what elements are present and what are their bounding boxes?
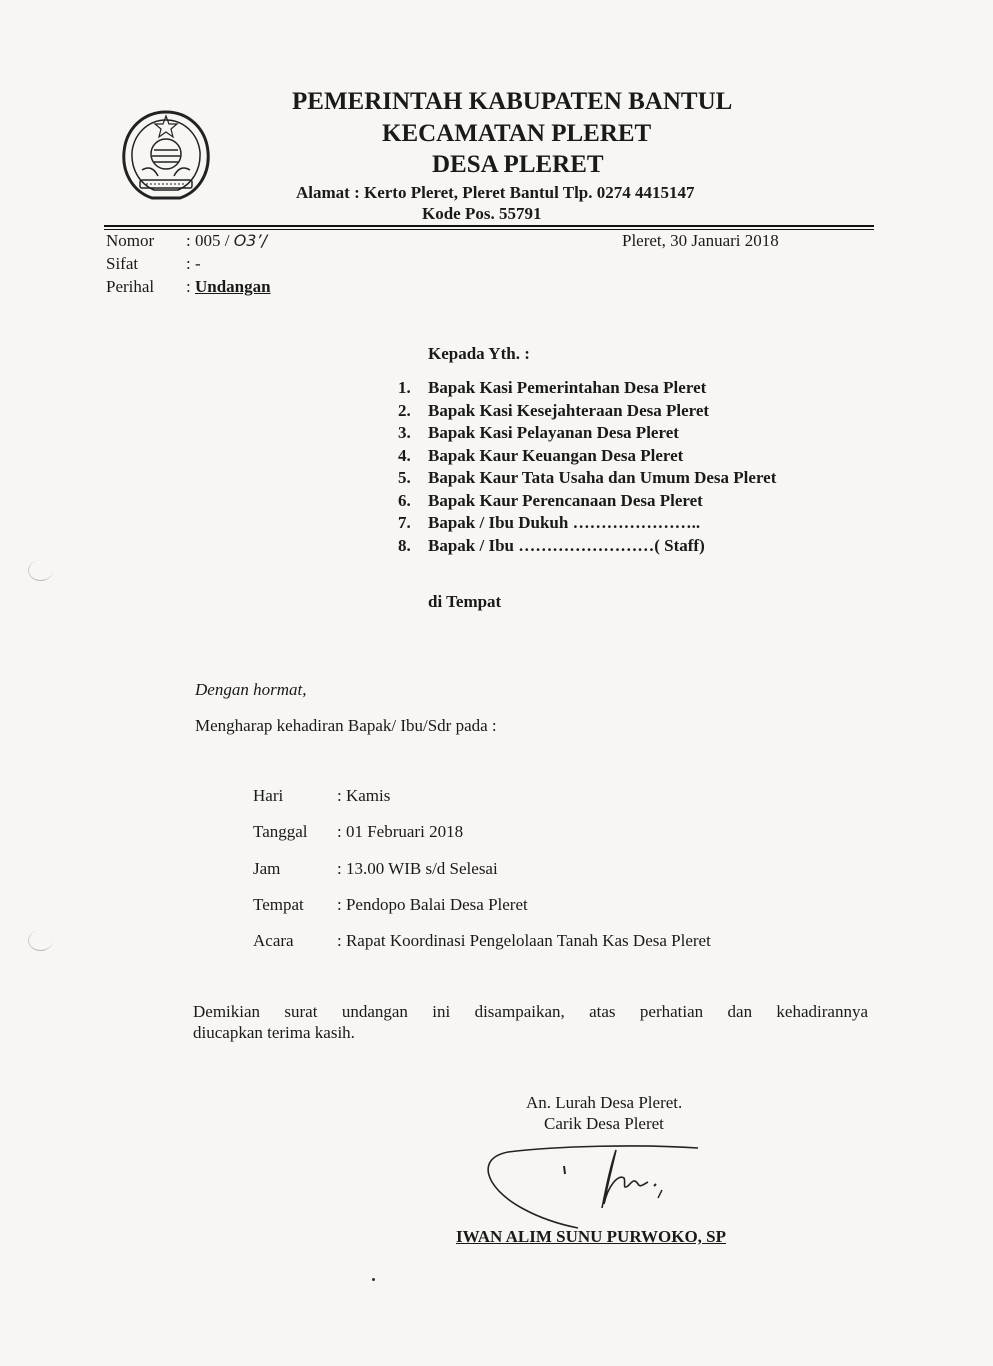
closing-line-1: Demikian surat undangan ini disampaikan, atas perhatian dan kehadirannya bbox=[193, 1002, 868, 1021]
letterhead-postal-code: Kode Pos. 55791 bbox=[422, 204, 542, 223]
nomor-label: Nomor bbox=[106, 231, 155, 250]
letterhead-district: KECAMATAN PLERET bbox=[382, 120, 652, 147]
signature-on-behalf: An. Lurah Desa Pleret. bbox=[526, 1093, 683, 1112]
signer-name: IWAN ALIM SUNU PURWOKO, SP bbox=[456, 1227, 727, 1246]
scan-speck bbox=[372, 1278, 375, 1281]
list-item: 3. Bapak Kasi Pelayanan Desa Pleret bbox=[398, 423, 679, 442]
regency-emblem-icon bbox=[118, 108, 214, 204]
punch-hole-mark bbox=[28, 930, 53, 951]
letterhead-divider-thick bbox=[104, 225, 874, 227]
handwritten-signature-icon bbox=[478, 1138, 708, 1234]
letterhead-address: Alamat : Kerto Pleret, Pleret Bantul Tlp. 0274 4415147 bbox=[296, 183, 695, 202]
nomor-value bbox=[186, 231, 267, 251]
list-item: 6. Bapak Kaur Perencanaan Desa Pleret bbox=[398, 490, 703, 510]
sifat-value: : - bbox=[186, 254, 201, 273]
detail-row: Jam : 13.00 WIB s/d Selesai bbox=[253, 858, 498, 878]
greeting: Dengan hormat, bbox=[195, 680, 307, 699]
list-item: 5. Bapak Kaur Tata Usaha dan Umum Desa Pleret bbox=[398, 468, 777, 487]
perihal-value bbox=[186, 277, 271, 297]
detail-row: Tempat : Pendopo Balai Desa Pleret bbox=[253, 894, 528, 914]
letter-date: Pleret, 30 Januari 2018 bbox=[622, 231, 779, 250]
detail-row: Tanggal : 01 Februari 2018 bbox=[253, 822, 464, 842]
closing-paragraph bbox=[193, 1001, 868, 1043]
signature-position: Carik Desa Pleret bbox=[544, 1114, 664, 1133]
list-item: 4. Bapak Kaur Keuangan Desa Pleret bbox=[398, 445, 684, 465]
list-item: 7. Bapak / Ibu Dukuh ………………….. bbox=[398, 513, 701, 532]
list-item: 8. Bapak / Ibu ……………………( Staff) bbox=[398, 535, 705, 555]
letterhead-village: DESA PLERET bbox=[432, 151, 604, 178]
letterhead-divider-thin bbox=[104, 229, 874, 230]
nomor-typed: : 005 / bbox=[186, 231, 230, 250]
list-item: 1. Bapak Kasi Pemerintahan Desa Pleret bbox=[398, 378, 707, 397]
sifat-label: Sifat bbox=[106, 254, 139, 273]
punch-hole-mark bbox=[28, 560, 53, 581]
closing-line-2: diucapkan terima kasih. bbox=[193, 1023, 355, 1042]
perihal-colon: : bbox=[186, 277, 195, 296]
detail-row: Hari : Kamis bbox=[253, 786, 391, 805]
perihal-subject: Undangan bbox=[194, 277, 271, 296]
recipients-heading: Kepada Yth. : bbox=[428, 344, 530, 363]
recipients-list bbox=[398, 377, 776, 557]
recipients-place: di Tempat bbox=[428, 592, 502, 611]
perihal-label: Perihal bbox=[106, 277, 155, 296]
intro-text: Mengharap kehadiran Bapak/ Ibu/Sdr pada : bbox=[195, 716, 497, 735]
event-details bbox=[253, 784, 711, 965]
detail-row: Acara : Rapat Koordinasi Pengelolaan Tanah Kas Desa Pleret bbox=[253, 931, 711, 951]
nomor-handwritten: O3’/ bbox=[233, 231, 267, 250]
list-item: 2. Bapak Kasi Kesejahteraan Desa Pleret bbox=[398, 400, 710, 420]
letterhead-government: PEMERINTAH KABUPATEN BANTUL bbox=[292, 88, 733, 115]
